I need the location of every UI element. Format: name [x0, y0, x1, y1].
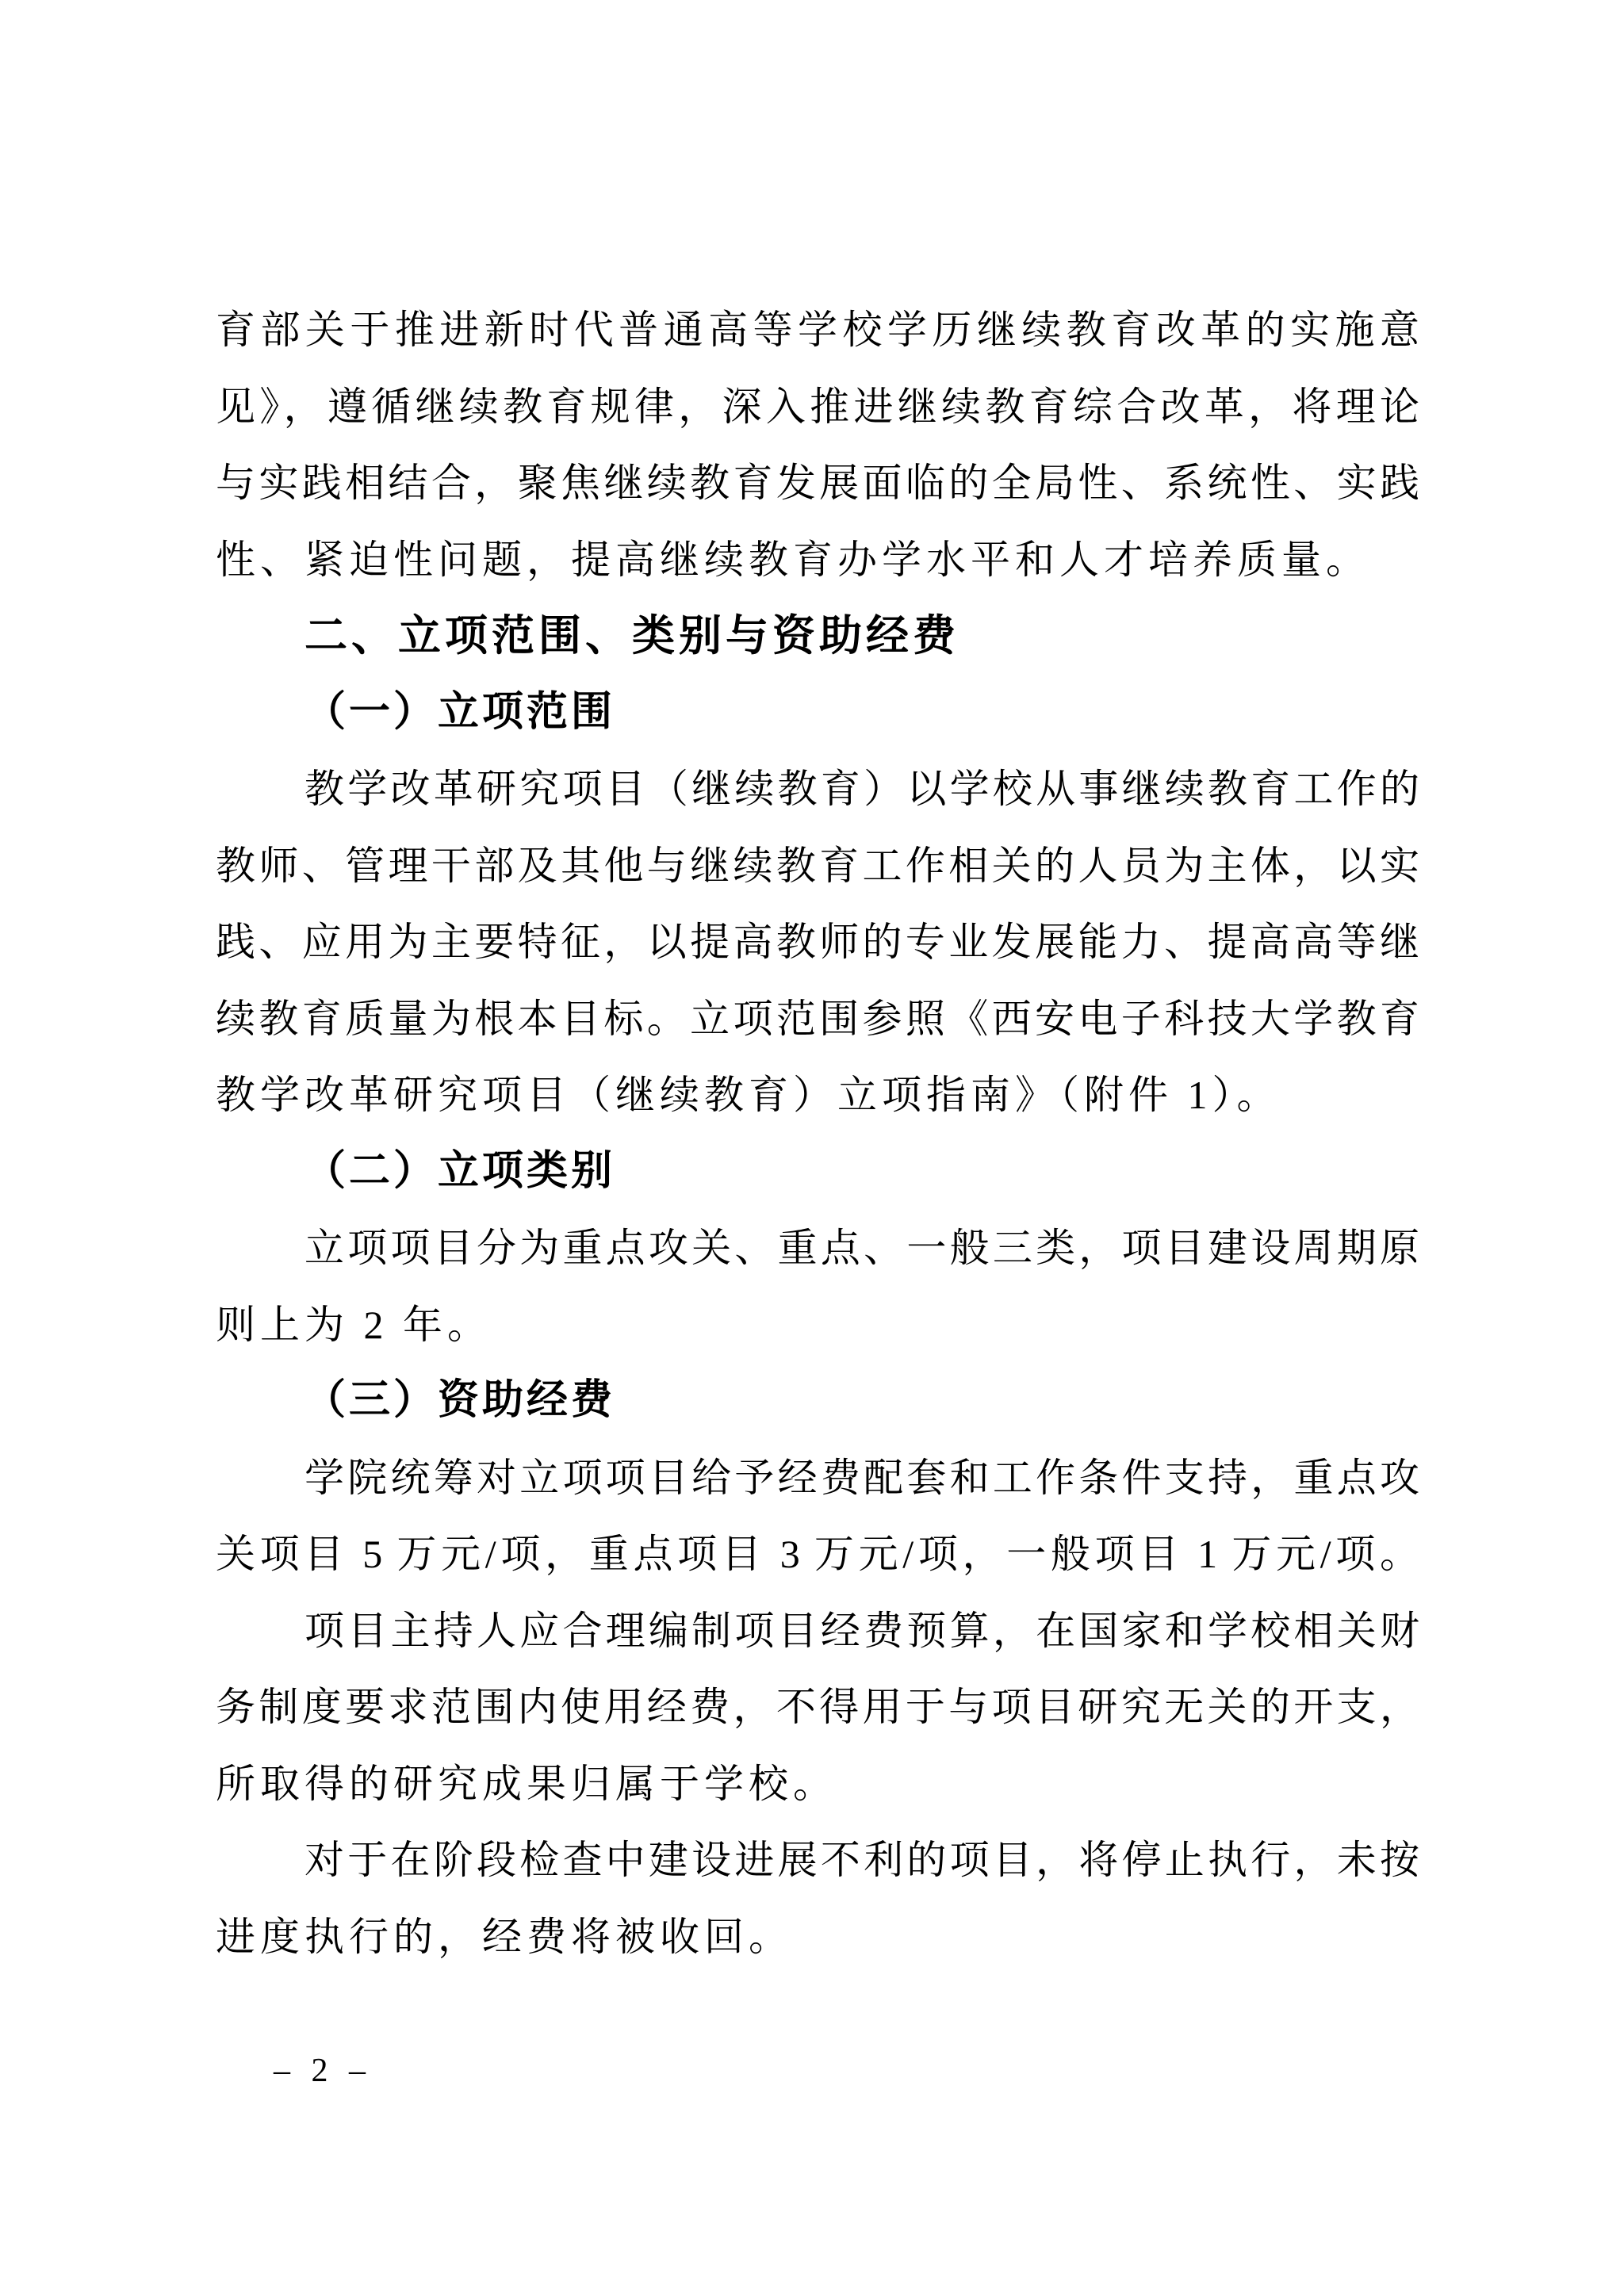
- text-line: 教学改革研究项目（继续教育）立项指南》（附件 1）。: [216, 1073, 1281, 1117]
- subsection-heading: （一）立项范围: [304, 689, 616, 735]
- text-line: 则上为 2 年。: [216, 1302, 492, 1347]
- section-heading: 二、立项范围、类别与资助经费: [304, 612, 959, 660]
- text-line: 学院统筹对立项项目给予经费配套和工作条件支持，重点攻: [304, 1455, 1419, 1500]
- text-line: 性、紧迫性问题，提高继续教育办学水平和人才培养质量。: [216, 537, 1370, 582]
- text-line: 进度执行的，经费将被收回。: [216, 1914, 793, 1959]
- text-line: 所取得的研究成果归属于学校。: [216, 1761, 837, 1806]
- text-line: 关项目 5 万元/项，重点项目 3 万元/项，一般项目 1 万元/项。: [216, 1532, 1419, 1576]
- text-line: 续教育质量为根本目标。立项范围参照《西安电子科技大学教育: [216, 996, 1419, 1041]
- text-line: 见》，遵循继续教育规律，深入推进继续教育综合改革，将理论: [216, 384, 1419, 429]
- text-line: 践、应用为主要特征，以提高教师的专业发展能力、提高高等继: [216, 920, 1419, 964]
- text-line: 立项项目分为重点攻关、重点、一般三类，项目建设周期原: [304, 1226, 1419, 1270]
- subsection-heading: （三）资助经费: [304, 1378, 616, 1423]
- text-line: 育部关于推进新时代普通高等学校学历继续教育改革的实施意: [216, 308, 1419, 352]
- text-line: 务制度要求范围内使用经费，不得用于与项目研究无关的开支，: [216, 1685, 1419, 1729]
- page-number: – 2 –: [274, 2053, 372, 2089]
- subsection-heading: （二）立项类别: [304, 1148, 616, 1194]
- text-line: 教师、管理干部及其他与继续教育工作相关的人员为主体，以实: [216, 843, 1419, 888]
- text-line: 对于在阶段检查中建设进展不利的项目，将停止执行，未按: [304, 1838, 1419, 1882]
- document-body: [216, 292, 1419, 1975]
- text-line: 与实践相结合，聚焦继续教育发展面临的全局性、系统性、实践: [216, 461, 1419, 505]
- text-line: 教学改革研究项目（继续教育）以学校从事继续教育工作的: [304, 767, 1419, 811]
- text-line: 项目主持人应合理编制项目经费预算，在国家和学校相关财: [304, 1608, 1419, 1653]
